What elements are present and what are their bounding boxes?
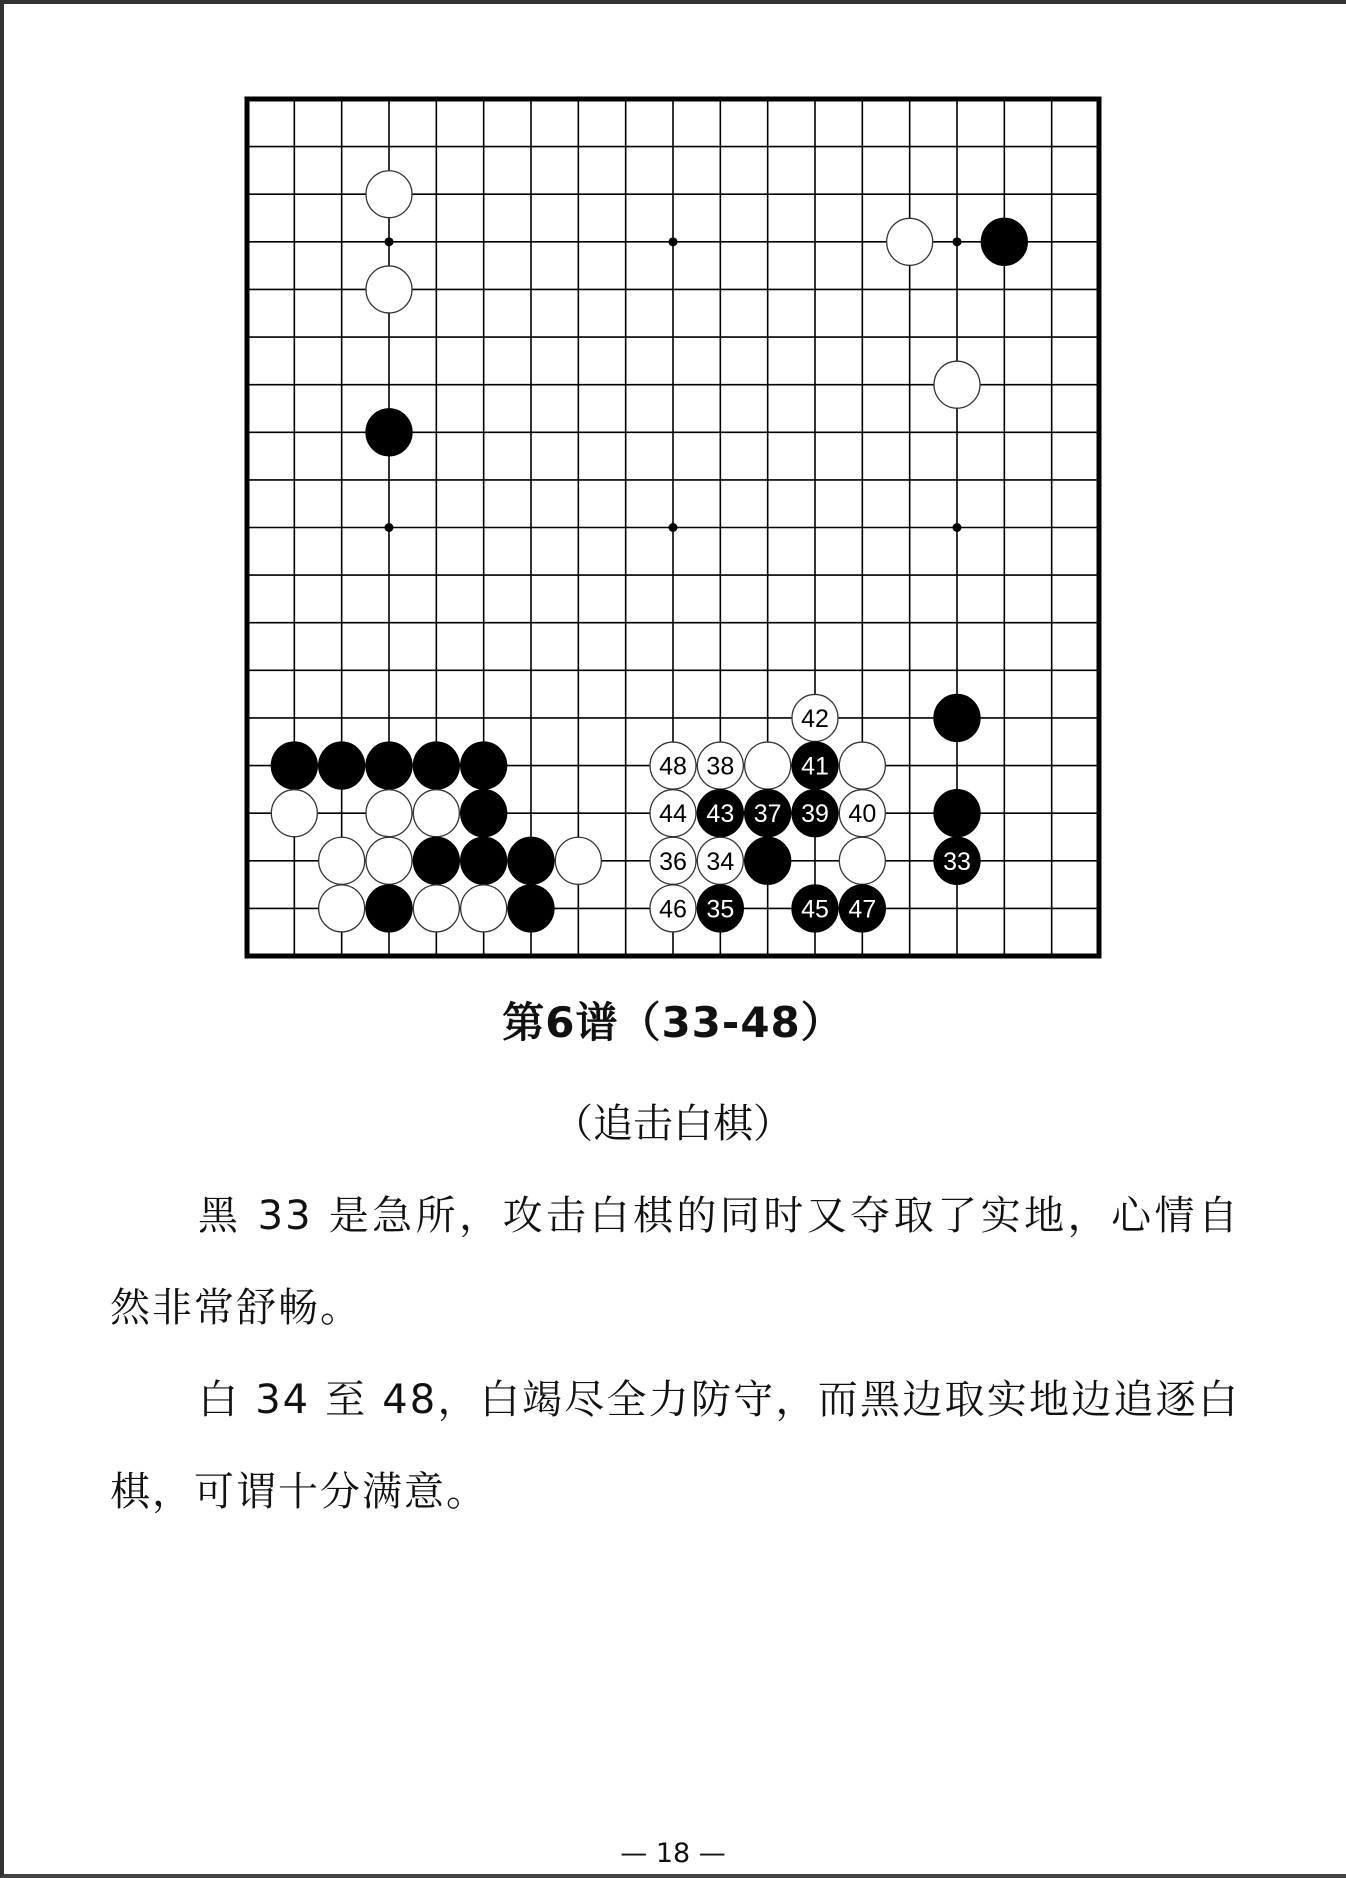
star-point (385, 523, 394, 532)
move-number-label: 37 (753, 800, 782, 829)
white-stone (839, 742, 885, 789)
black-stone (934, 694, 980, 741)
move-number-label: 35 (706, 895, 735, 924)
black-stone (745, 837, 791, 884)
white-stone (366, 266, 412, 313)
page-number: — 18 — (620, 1838, 726, 1869)
black-stone (413, 837, 459, 884)
white-stone (413, 885, 459, 932)
star-point (385, 237, 394, 246)
move-number-label: 47 (848, 895, 877, 924)
diagram-caption: 第6谱（33-48） (502, 998, 844, 1047)
white-stone (887, 218, 933, 265)
star-point (669, 237, 678, 246)
star-point (953, 523, 962, 532)
black-stone (366, 742, 412, 789)
white-stone (366, 171, 412, 218)
black-stone (271, 742, 317, 789)
black-stone (461, 790, 507, 837)
star-point (953, 237, 962, 246)
paragraph: 白 34 至 48，白竭尽全力防守，而黑边取实地边追逐白棋，可谓十分满意。 (110, 1377, 1240, 1515)
black-stone (461, 837, 507, 884)
move-number-label: 36 (659, 847, 687, 876)
move-number-label: 41 (801, 752, 829, 781)
move-number-label: 42 (801, 704, 829, 733)
white-stone (271, 790, 317, 837)
white-stone (366, 790, 412, 837)
black-stone (366, 885, 412, 932)
move-number-label: 33 (943, 847, 971, 876)
white-stone (319, 837, 365, 884)
white-stone (461, 885, 507, 932)
section-subtitle: （追击白棋） (553, 1101, 793, 1147)
black-stone (508, 837, 554, 884)
black-stone (934, 790, 980, 837)
black-stone (461, 742, 507, 789)
move-number-label: 45 (801, 895, 829, 924)
white-stone (319, 885, 365, 932)
move-number-label: 44 (659, 800, 687, 829)
move-number-label: 34 (706, 847, 735, 876)
body-text (110, 1170, 1240, 1538)
black-stone (981, 218, 1027, 265)
black-stone (366, 409, 412, 456)
move-number-label: 39 (801, 800, 829, 829)
black-stone (508, 885, 554, 932)
move-number-label: 40 (848, 800, 877, 829)
white-stone (413, 790, 459, 837)
paragraph: 黑 33 是急所，攻击白棋的同时又夺取了实地，心情自然非常舒畅。 (110, 1193, 1240, 1331)
white-stone (745, 742, 791, 789)
move-number-label: 43 (706, 800, 735, 829)
move-number-label: 48 (659, 752, 687, 781)
move-number-label: 38 (706, 752, 735, 781)
black-stone (413, 742, 459, 789)
white-stone (366, 837, 412, 884)
star-point (669, 523, 678, 532)
white-stone (934, 361, 980, 408)
white-stone (839, 837, 885, 884)
white-stone (555, 837, 601, 884)
black-stone (319, 742, 365, 789)
move-number-label: 46 (659, 895, 687, 924)
